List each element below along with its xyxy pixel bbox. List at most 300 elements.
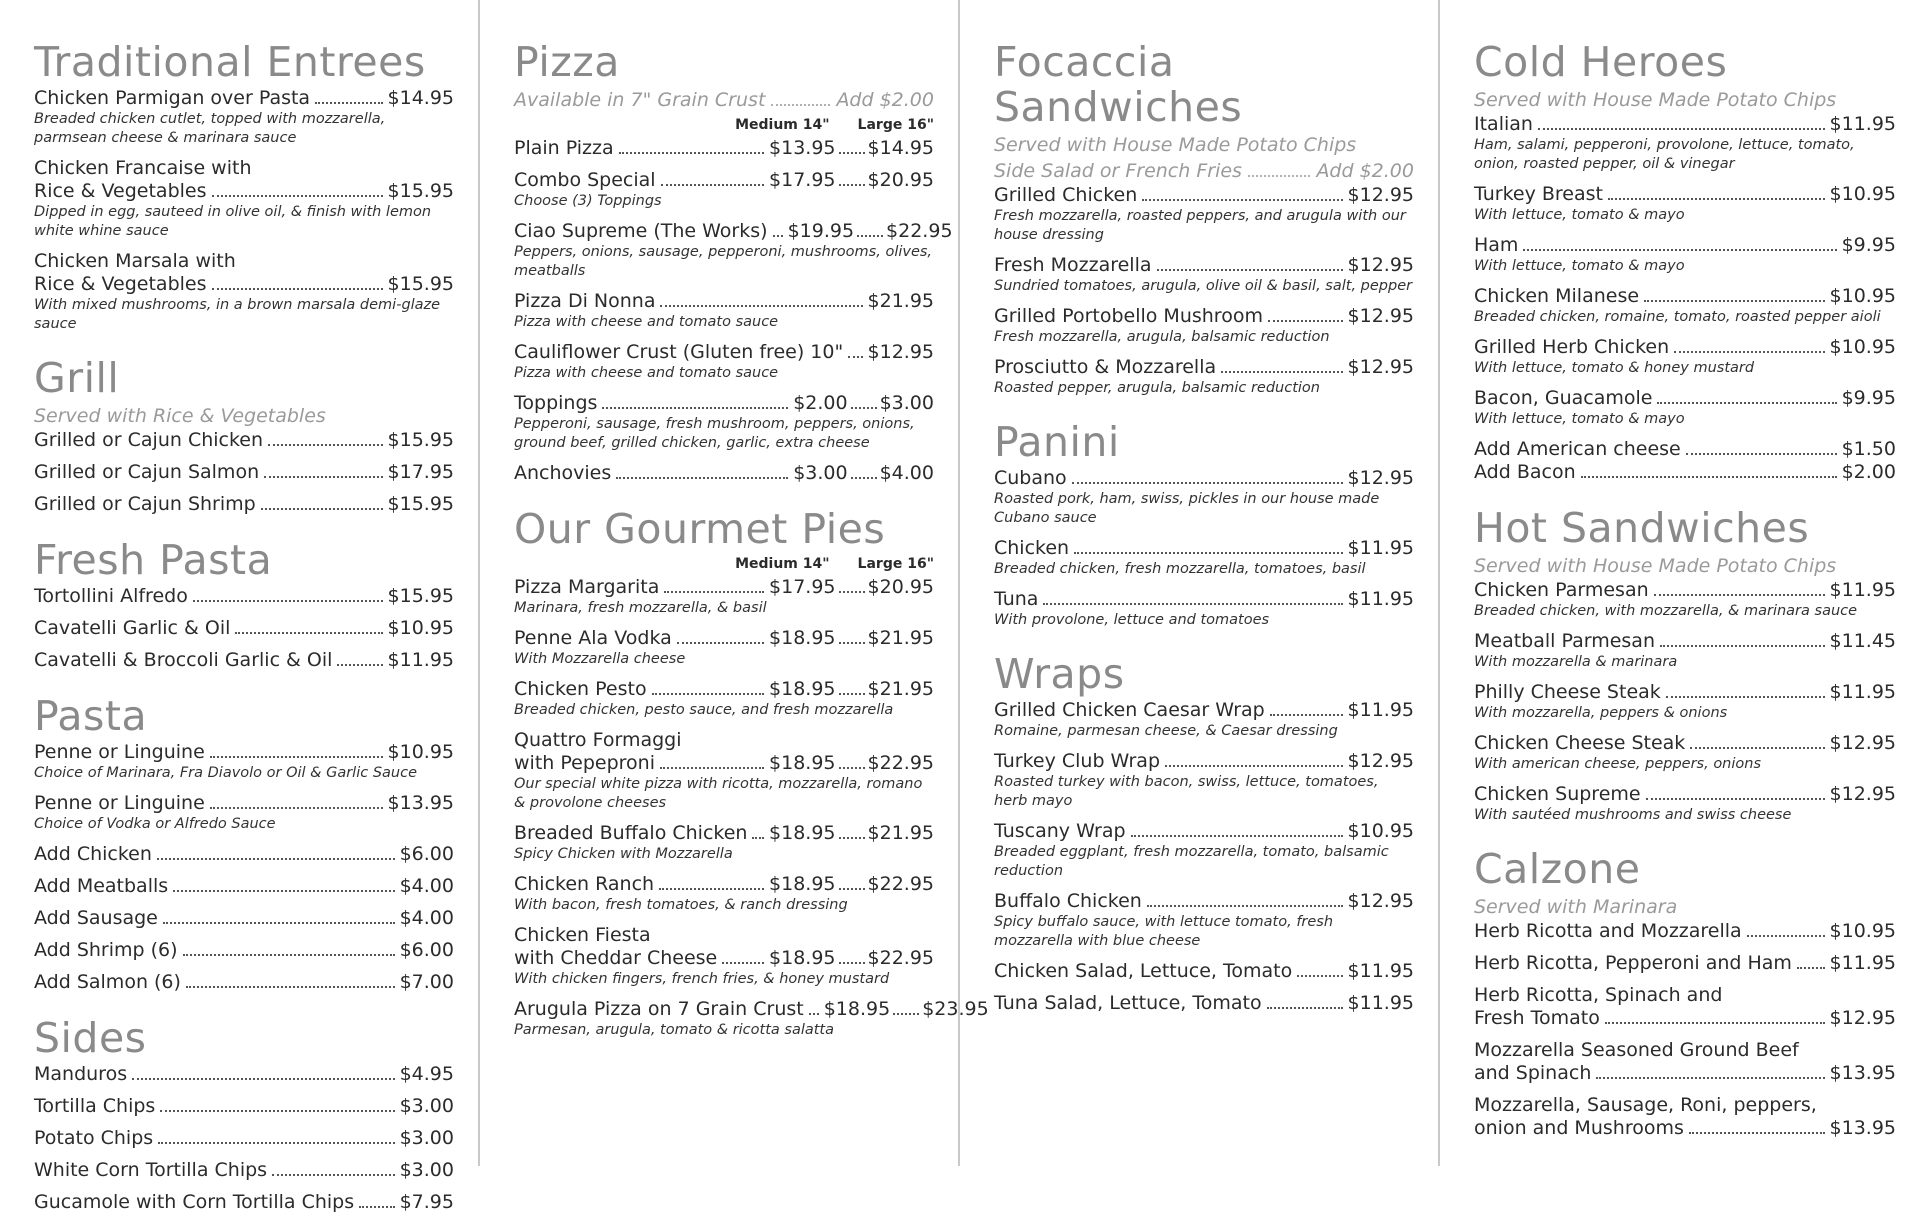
dot-leader [722, 962, 764, 964]
menu-item [34, 250, 454, 334]
section-subtitle-row [514, 87, 934, 113]
section-subtitle: Served with Rice & Vegetables [34, 405, 326, 428]
dot-leader [132, 1078, 394, 1080]
dot-leader [619, 152, 764, 154]
item-line [34, 843, 454, 866]
item-name: Herb Ricotta, Pepperoni and Ham [1474, 952, 1792, 975]
size-header [514, 556, 934, 572]
section-title: Wraps [994, 650, 1125, 699]
item-name: Rice & Vegetables [34, 180, 207, 203]
dot-leader [839, 888, 865, 890]
dot-leader [359, 1206, 394, 1208]
item-price: $4.00 [399, 875, 454, 898]
menu-item [994, 960, 1414, 983]
dot-leader [839, 642, 865, 644]
item-price: $17.95 [387, 461, 454, 484]
dot-leader [839, 184, 865, 186]
item-name: Add Meatballs [34, 875, 169, 898]
item-price-medium: $2.00 [793, 392, 848, 415]
item-name: Grilled Herb Chicken [1474, 336, 1670, 359]
dot-leader [771, 87, 830, 106]
dot-leader [1644, 300, 1824, 302]
item-line [34, 493, 454, 516]
item-line [514, 627, 934, 650]
item-name: Manduros [34, 1063, 128, 1086]
menu-section [34, 538, 454, 672]
item-price: $10.95 [387, 617, 454, 640]
dot-leader [848, 356, 862, 358]
item-name-line1: Mozzarella, Sausage, Roni, peppers, [1474, 1094, 1817, 1117]
item-line [514, 998, 989, 1021]
item-name: Bacon, Guacamole [1474, 387, 1653, 410]
item-name: Rice & Vegetables [34, 273, 207, 296]
item-price-large: $23.95 [922, 998, 989, 1021]
dot-leader [212, 288, 383, 290]
dot-leader [652, 693, 764, 695]
size-medium-label: Medium 14" [735, 117, 830, 134]
item-description: With american cheese, peppers, onions [1474, 756, 1762, 773]
dot-leader [163, 922, 395, 924]
item-line [34, 1191, 454, 1214]
item-name: Grilled Portobello Mushroom [994, 305, 1263, 328]
menu-item [514, 998, 989, 1040]
item-line [34, 273, 454, 296]
item-name: Buffalo Chicken [994, 890, 1142, 913]
item-line [994, 254, 1414, 277]
item-price-large: $22.95 [886, 220, 953, 243]
item-price-large: $3.00 [879, 392, 934, 415]
dot-leader [1657, 402, 1836, 404]
item-price: $10.95 [1829, 183, 1896, 206]
menu-item [34, 792, 454, 834]
item-description: With mozzarella & marinara [1474, 654, 1678, 671]
section-title: Calzone [1474, 845, 1641, 894]
item-name: Add Chicken [34, 843, 152, 866]
dot-leader [212, 195, 383, 197]
item-description: Breaded chicken, pesto sauce, and fresh mozzarella [514, 702, 894, 719]
section-title: Our Gourmet Pies [514, 505, 886, 554]
item-description: Roasted turkey with bacon, swiss, lettuce, tomatoes, herb mayo [994, 774, 1379, 810]
item-line [514, 341, 934, 364]
dot-leader [1131, 835, 1343, 837]
dot-leader [1747, 935, 1825, 937]
item-price: $3.00 [399, 1095, 454, 1118]
dot-leader [1690, 747, 1824, 749]
item-price: $12.95 [867, 341, 934, 364]
item-prices [769, 137, 934, 160]
item-line [514, 392, 934, 415]
item-price: $11.95 [1347, 537, 1414, 560]
dot-leader [1581, 476, 1837, 478]
menu-section [994, 652, 1414, 1015]
dot-leader [839, 693, 865, 695]
item-price-medium: $13.95 [769, 137, 836, 160]
dot-leader [1660, 645, 1825, 647]
item-price-medium: $3.00 [793, 462, 848, 485]
item-price: $12.95 [1347, 254, 1414, 277]
dot-leader [1654, 594, 1825, 596]
menu-item [1474, 461, 1896, 484]
item-name: Penne Ala Vodka [514, 627, 672, 650]
item-name: Add Bacon [1474, 461, 1576, 484]
dot-leader [839, 591, 865, 593]
item-price: $12.95 [1829, 1007, 1896, 1030]
item-price-large: $20.95 [867, 576, 934, 599]
menu-item [994, 820, 1414, 881]
item-name: Gucamole with Corn Tortilla Chips [34, 1191, 355, 1214]
menu-item [1474, 732, 1896, 774]
dot-leader [1605, 1022, 1825, 1024]
menu-item [514, 290, 934, 332]
dot-leader [773, 235, 783, 237]
item-line [514, 947, 934, 970]
item-line [1474, 113, 1896, 136]
item-name: Tortilla Chips [34, 1095, 156, 1118]
item-price-medium: $18.95 [769, 873, 836, 896]
dot-leader [337, 664, 382, 666]
item-line [1474, 732, 1896, 755]
dot-leader [1248, 158, 1311, 177]
menu-item [1474, 1094, 1896, 1140]
item-name-line1: Quattro Formaggi [514, 729, 682, 752]
item-name-line1: Chicken Fiesta [514, 924, 651, 947]
menu-item [514, 678, 934, 720]
menu-item [514, 729, 934, 813]
item-name: Chicken Salad, Lettuce, Tomato [994, 960, 1293, 983]
item-price: $4.95 [399, 1063, 454, 1086]
menu-column-1 [0, 0, 480, 1214]
menu-item [1474, 438, 1896, 461]
item-name: Turkey Club Wrap [994, 750, 1161, 773]
menu-item [1474, 630, 1896, 672]
item-description: With mozzarella, peppers & onions [1474, 705, 1728, 722]
item-price: $11.95 [1829, 113, 1896, 136]
item-name: Cavatelli & Broccoli Garlic & Oil [34, 649, 333, 672]
dot-leader [660, 767, 764, 769]
section-subtitle: Served with House Made Potato Chips [994, 134, 1357, 157]
menu-item [34, 939, 454, 962]
menu-item [514, 822, 934, 864]
dot-leader [1043, 603, 1342, 605]
item-line [1474, 183, 1896, 206]
item-price: $11.95 [1347, 960, 1414, 983]
item-name: Philly Cheese Steak [1474, 681, 1661, 704]
item-line [1474, 630, 1896, 653]
item-line [34, 792, 454, 815]
item-name: Combo Special [514, 169, 656, 192]
item-price: $10.95 [1829, 285, 1896, 308]
item-line [34, 617, 454, 640]
item-description: With lettuce, tomato & mayo [1474, 258, 1685, 275]
item-name: with Pepeproni [514, 752, 655, 775]
menu-section [34, 356, 454, 516]
dot-leader [1686, 453, 1837, 455]
dot-leader [893, 1013, 919, 1015]
section-subtitle-row [994, 158, 1414, 184]
menu-item [514, 462, 934, 485]
item-line [1474, 920, 1896, 943]
dot-leader [160, 1110, 394, 1112]
item-description: Romaine, parmesan cheese, & Caesar dressing [994, 723, 1338, 740]
menu-item [34, 461, 454, 484]
dot-leader [272, 1174, 395, 1176]
item-line [34, 429, 454, 452]
item-description: Peppers, onions, sausage, pepperoni, mushrooms, olives, meatballs [514, 244, 933, 280]
menu-section [34, 40, 454, 334]
dot-leader [173, 890, 394, 892]
dot-leader [1074, 552, 1342, 554]
item-description: Roasted pepper, arugula, balsamic reduction [994, 380, 1320, 397]
dot-leader [1165, 765, 1343, 767]
menu-item [34, 875, 454, 898]
section-subtitle: Served with House Made Potato Chips [1474, 89, 1837, 112]
item-name: Anchovies [514, 462, 612, 485]
item-price-medium: $18.95 [823, 998, 891, 1021]
item-line [34, 87, 454, 110]
item-line [34, 939, 454, 962]
item-description: Choice of Marinara, Fra Diavolo or Oil & Garlic Sauce [34, 765, 417, 782]
item-prices [769, 822, 934, 845]
menu-section [514, 38, 953, 485]
dot-leader [839, 152, 865, 154]
dot-leader [1674, 351, 1824, 353]
menu-item [514, 137, 934, 160]
menu-item [514, 392, 934, 453]
item-price: $21.95 [867, 290, 934, 313]
item-line [994, 699, 1414, 722]
item-name: Chicken Pesto [514, 678, 647, 701]
item-description: Breaded eggplant, fresh mozzarella, tomato, balsamic reduction [994, 844, 1389, 880]
item-description: Pizza with cheese and tomato sauce [514, 365, 779, 382]
item-price-large: $21.95 [867, 822, 934, 845]
item-price-medium: $17.95 [769, 576, 836, 599]
menu-item [994, 750, 1414, 811]
dot-leader [664, 591, 764, 593]
item-description: With sautéed mushrooms and swiss cheese [1474, 807, 1792, 824]
item-price: $12.95 [1829, 783, 1896, 806]
item-line [1474, 681, 1896, 704]
menu-item [34, 971, 454, 994]
item-name: Tuna Salad, Lettuce, Tomato [994, 992, 1262, 1015]
menu-item [994, 992, 1414, 1015]
menu-item [1474, 920, 1896, 943]
item-description: Fresh mozzarella, arugula, balsamic reduction [994, 329, 1330, 346]
dot-leader [839, 767, 865, 769]
dot-leader [210, 807, 383, 809]
menu-section [34, 694, 454, 994]
item-price: $11.45 [1829, 630, 1896, 653]
item-line [34, 1127, 454, 1150]
menu-item [1474, 681, 1896, 723]
item-price: $10.95 [1347, 820, 1414, 843]
item-name-line1: Herb Ricotta, Spinach and [1474, 984, 1723, 1007]
menu-item [34, 493, 454, 516]
dot-leader [660, 305, 862, 307]
item-price-medium: $18.95 [769, 678, 836, 701]
menu-item [994, 305, 1414, 347]
item-description: With bacon, fresh tomatoes, & ranch dressing [514, 897, 848, 914]
menu-item [34, 617, 454, 640]
item-line [1474, 336, 1896, 359]
item-price-medium: $18.95 [769, 822, 836, 845]
item-line [1474, 285, 1896, 308]
item-price: $12.95 [1347, 184, 1414, 207]
item-name-line1: Chicken Francaise with [34, 157, 252, 180]
menu-item [1474, 1039, 1896, 1085]
menu-item [994, 537, 1414, 579]
item-price: $15.95 [387, 273, 454, 296]
item-name: Chicken Supreme [1474, 783, 1641, 806]
dot-leader [809, 1013, 819, 1015]
section-subtitle: Served with House Made Potato Chips [1474, 555, 1837, 578]
item-price-large: $20.95 [867, 169, 934, 192]
item-price: $11.95 [1347, 588, 1414, 611]
menu-section [514, 505, 989, 1040]
item-name: Add Sausage [34, 907, 158, 930]
item-name: Add Shrimp (6) [34, 939, 178, 962]
item-name: Chicken Cheese Steak [1474, 732, 1686, 755]
item-name: Penne or Linguine [34, 792, 205, 815]
item-line [34, 1063, 454, 1086]
item-name: Tortollini Alfredo [34, 585, 188, 608]
item-price: $13.95 [387, 792, 454, 815]
item-line [1474, 1062, 1896, 1085]
item-prices [769, 627, 934, 650]
item-price: $11.95 [1347, 992, 1414, 1015]
section-title: Sides [34, 1014, 147, 1063]
item-line [1474, 1117, 1896, 1140]
menu-item [34, 1127, 454, 1150]
menu-item [1474, 579, 1896, 621]
section-title: Pizza [514, 38, 620, 86]
menu-item [34, 1191, 454, 1214]
dot-leader [661, 184, 764, 186]
menu-item [994, 588, 1414, 630]
item-line [514, 290, 934, 313]
dot-leader [1689, 1132, 1825, 1134]
item-price: $13.95 [1829, 1117, 1896, 1140]
item-name: Tuna [994, 588, 1039, 611]
dot-leader [186, 986, 395, 988]
size-large-label: Large 16" [857, 117, 934, 134]
menu-item [1474, 336, 1896, 378]
item-description: Roasted pork, ham, swiss, pickles in our house made Cubano sauce [994, 491, 1380, 527]
item-description: With lettuce, tomato & mayo [1474, 411, 1685, 428]
item-price-medium: $18.95 [769, 627, 836, 650]
item-name: Herb Ricotta and Mozzarella [1474, 920, 1742, 943]
item-name: Penne or Linguine [34, 741, 205, 764]
dot-leader [261, 508, 383, 510]
item-prices [769, 947, 934, 970]
dot-leader [268, 444, 382, 446]
dot-leader [157, 858, 395, 860]
item-price-large: $4.00 [879, 462, 934, 485]
item-line [514, 220, 953, 243]
dot-leader [1147, 905, 1343, 907]
menu-item [514, 924, 934, 989]
section-title: Grill [34, 354, 120, 403]
item-name: Potato Chips [34, 1127, 154, 1150]
dot-leader [616, 477, 788, 479]
dot-leader [1270, 714, 1343, 716]
item-line [1474, 783, 1896, 806]
item-name: Pizza Margarita [514, 576, 660, 599]
item-name: Cubano [994, 467, 1067, 490]
item-prices [769, 752, 934, 775]
menu-item [1474, 113, 1896, 174]
item-name: Plain Pizza [514, 137, 614, 160]
item-price: $11.95 [1347, 699, 1414, 722]
item-line [514, 137, 934, 160]
item-line [994, 890, 1414, 913]
dot-leader [1523, 249, 1836, 251]
menu-item [1474, 387, 1896, 429]
section-subtitle: Served with Marinara [1474, 896, 1678, 919]
item-price-medium: $18.95 [769, 752, 836, 775]
item-description: Pizza with cheese and tomato sauce [514, 314, 779, 331]
item-line [994, 750, 1414, 773]
item-price: $6.00 [399, 939, 454, 962]
item-price: $12.95 [1347, 305, 1414, 328]
item-name: Ham [1474, 234, 1519, 257]
item-line [514, 678, 934, 701]
item-price: $3.00 [399, 1159, 454, 1182]
item-price-large: $22.95 [867, 752, 934, 775]
item-description: Fresh mozzarella, roasted peppers, and arugula with our house dressing [994, 208, 1406, 244]
item-prices [769, 678, 934, 701]
subtitle-price: Add $2.00 [836, 89, 934, 112]
item-name: Prosciutto & Mozzarella [994, 356, 1217, 379]
item-description: Dipped in egg, sauteed in olive oil, & finish with lemon white whine sauce [34, 204, 432, 240]
item-name: Grilled or Cajun Chicken [34, 429, 264, 452]
menu-item [1474, 984, 1896, 1030]
item-price: $11.95 [1829, 952, 1896, 975]
item-name: Arugula Pizza on 7 Grain Crust [514, 998, 804, 1021]
dot-leader [264, 476, 382, 478]
item-description: Breaded chicken cutlet, topped with mozzarella, parmsean cheese & marinara sauce [34, 111, 386, 147]
item-prices [769, 873, 934, 896]
menu-item [514, 576, 934, 618]
dot-leader [839, 837, 865, 839]
item-price: $7.00 [399, 971, 454, 994]
menu-section [34, 1016, 454, 1214]
dot-leader [851, 477, 877, 479]
menu-item [514, 341, 934, 383]
item-line [34, 1159, 454, 1182]
menu-item [994, 254, 1414, 296]
item-line [1474, 952, 1896, 975]
item-description: Marinara, fresh mozzarella, & basil [514, 600, 767, 617]
item-name: Breaded Buffalo Chicken [514, 822, 748, 845]
item-name: Italian [1474, 113, 1533, 136]
item-price: $13.95 [1829, 1062, 1896, 1085]
item-description: Spicy buffalo sauce, with lettuce tomato, fresh mozzarella with blue cheese [994, 914, 1334, 950]
item-description: Breaded chicken, with mozzarella, & marinara sauce [1474, 603, 1858, 620]
item-name: Pizza Di Nonna [514, 290, 656, 313]
menu-item [514, 220, 953, 281]
item-price: $11.95 [1829, 579, 1896, 602]
item-name: Toppings [514, 392, 598, 415]
dot-leader [659, 888, 764, 890]
section-title: Hot Sandwiches [1474, 504, 1810, 553]
item-name: Fresh Tomato [1474, 1007, 1600, 1030]
item-prices [769, 576, 934, 599]
size-header [514, 117, 934, 133]
item-price: $9.95 [1841, 387, 1896, 410]
item-line [34, 649, 454, 672]
item-description: With lettuce, tomato & honey mustard [1474, 360, 1755, 377]
item-description: Spicy Chicken with Mozzarella [514, 846, 733, 863]
